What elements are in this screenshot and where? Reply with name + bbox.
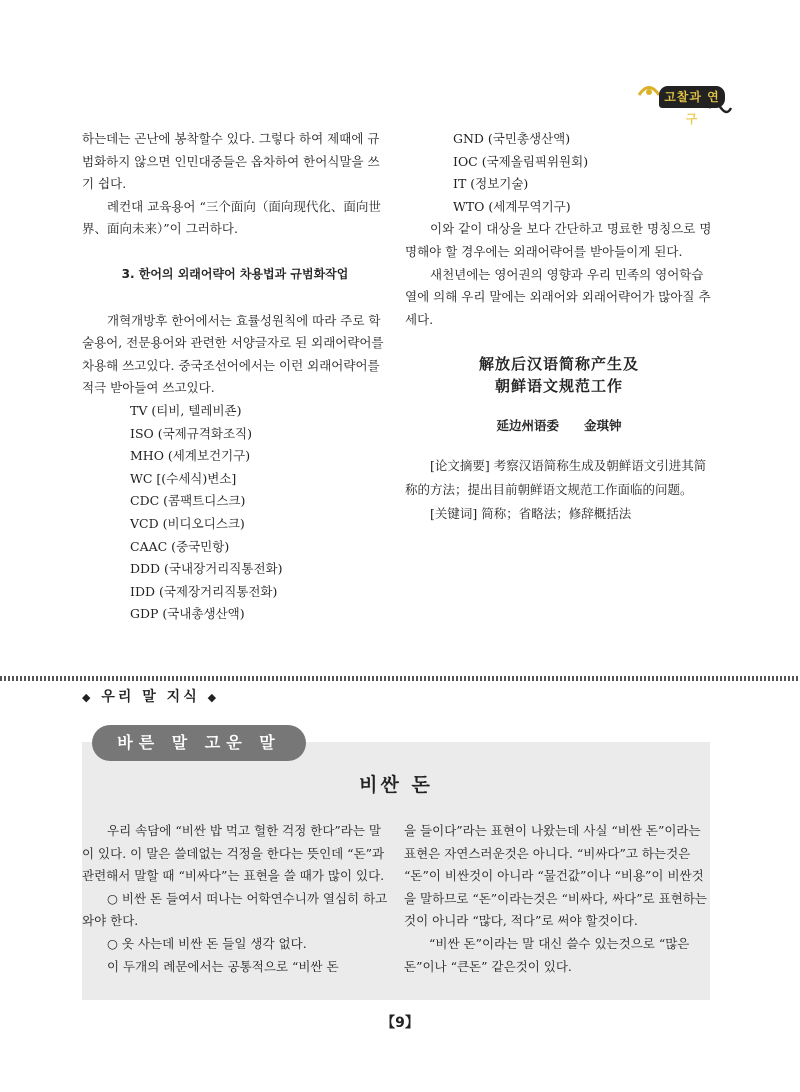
section-heading: 3. 한어의 외래어략어 차용법과 규범화작업 [121, 266, 349, 281]
diamond-icon: ◆ [82, 691, 94, 704]
abbreviation-item: IT (정보기술) [453, 176, 529, 192]
logo-text: 고찰과 연구 [659, 86, 725, 108]
abbreviation-item: CDC (콤팩트디스크) [130, 493, 246, 509]
journal-logo [637, 82, 729, 126]
abbreviation-item: ISO (국제규격화조직) [130, 425, 253, 441]
paragraph: 을 들이다”라는 표현이 나왔는데 사실 “비싼 돈”이라는 표현은 자연스러운것은 아니다. “비싸다”고 하는것은 “돈”이 비싼것이 아니라 “물건값”이나 “비용”이 비싼것을 말하므로 “돈”이라는것은 “비싸다, 싸다”로 표현하는것이 아니라 “많다, 적다”로 써야 할것이다. [404, 823, 707, 929]
column-title: 비싼 돈 [359, 774, 433, 796]
section-title-text: 우리 말 지식 [101, 689, 200, 705]
article-keywords: [关键词] 简称；省略法；修辞概括法 [430, 505, 632, 521]
paragraph: 우리 속담에 “비싼 밥 먹고 헐한 걱정 한다”라는 말이 있다. 이 말은 쓸데없는 걱정을 한다는 뜻인데 “돈”과 관련해서 말할 때 “비싸다”는 표현을 쓸 때가 많이 있다. [82, 823, 385, 884]
article-title-line-1: 解放后汉语简称产生及 [478, 355, 639, 374]
paragraph: 개혁개방후 한어에서는 효률성원칙에 따라 주로 학술용어, 전문용어와 관련한 서양글자로 된 외래어략어를 차용해 쓰고있다. 중국조선어에서는 이런 외래어략어를 적극 받아들여 쓰고있다. [82, 312, 384, 396]
paragraph: 이 두개의 례문에서는 공통적으로 “비싼 돈 [107, 958, 339, 974]
paragraph: 례컨대 교육용어 “三个面向（面向现代化、面向世界、面向未来）”이 그러하다. [82, 198, 381, 237]
sun-ornament-icon [637, 82, 661, 96]
abbreviation-item: MHO (세계보건기구) [130, 448, 251, 464]
paragraph: 새천년에는 영어권의 영향과 우리 민족의 영어학습열에 의해 우리 말에는 외래어와 외래어략어가 많아질 추세다. [405, 266, 711, 327]
box-right-column [404, 820, 710, 978]
right-column [405, 128, 713, 526]
example-item: ○ 옷 사는데 비싼 돈 들일 생각 없다. [107, 935, 307, 951]
article-abstract: [论文摘要] 考察汉语简称生成及朝鲜语文引进其简称的方法；提出目前朝鲜语文规范工作面临的问题。 [405, 457, 707, 497]
section-divider [0, 676, 800, 681]
paragraph: “비싼 돈”이라는 말 대신 쓸수 있는것으로 “많은 돈”이나 “큰돈” 같은것이 있다. [404, 935, 690, 974]
article-title-line-2: 朝鲜语文规范工作 [494, 377, 623, 396]
left-column [82, 128, 388, 626]
paragraph: 하는데는 곤난에 봉착할수 있다. 그렇다 하여 제때에 규범화하지 않으면 인민대중들은 옵차하여 한어식말을 쓰기 쉽다. [82, 131, 380, 192]
paragraph: 이와 같이 대상을 보다 간단하고 명료한 명칭으로 명명해야 할 경우에는 외래어략어를 받아들이게 된다. [405, 221, 712, 259]
page-number: 【9】 [381, 1015, 419, 1031]
column-label-pill: 바른 말 고운 말 [92, 725, 306, 761]
article-author: 延边州语委 金琪钟 [496, 418, 622, 434]
abbreviation-item: WC [(수세식)변소] [130, 470, 237, 486]
abbreviation-item: GND (국민총생산액) [453, 131, 571, 146]
abbreviation-item: CAAC (중국민항) [130, 538, 230, 554]
abbreviation-item: IDD (국제장거리직통전화) [130, 583, 278, 599]
abbreviation-item: IOC (국제올림픽위원회) [453, 153, 589, 169]
diamond-icon: ◆ [207, 691, 220, 704]
swirl-ornament-icon [707, 100, 733, 116]
abbreviation-item: VCD (비디오디스크) [130, 515, 245, 531]
abbreviation-item: GDP (국내총생산액) [130, 606, 245, 622]
example-item: ○ 비싼 돈 들여서 떠나는 어학연수니까 열심히 하고 와야 한다. [82, 890, 388, 929]
box-left-column [82, 820, 388, 978]
abbreviation-item: DDD (국내장거리직통전화) [130, 561, 283, 577]
abbreviation-item: TV (티비, 텔레비죤) [130, 402, 242, 418]
abbreviation-item: WTO (세계무역기구) [453, 198, 571, 214]
section-title [82, 686, 219, 706]
